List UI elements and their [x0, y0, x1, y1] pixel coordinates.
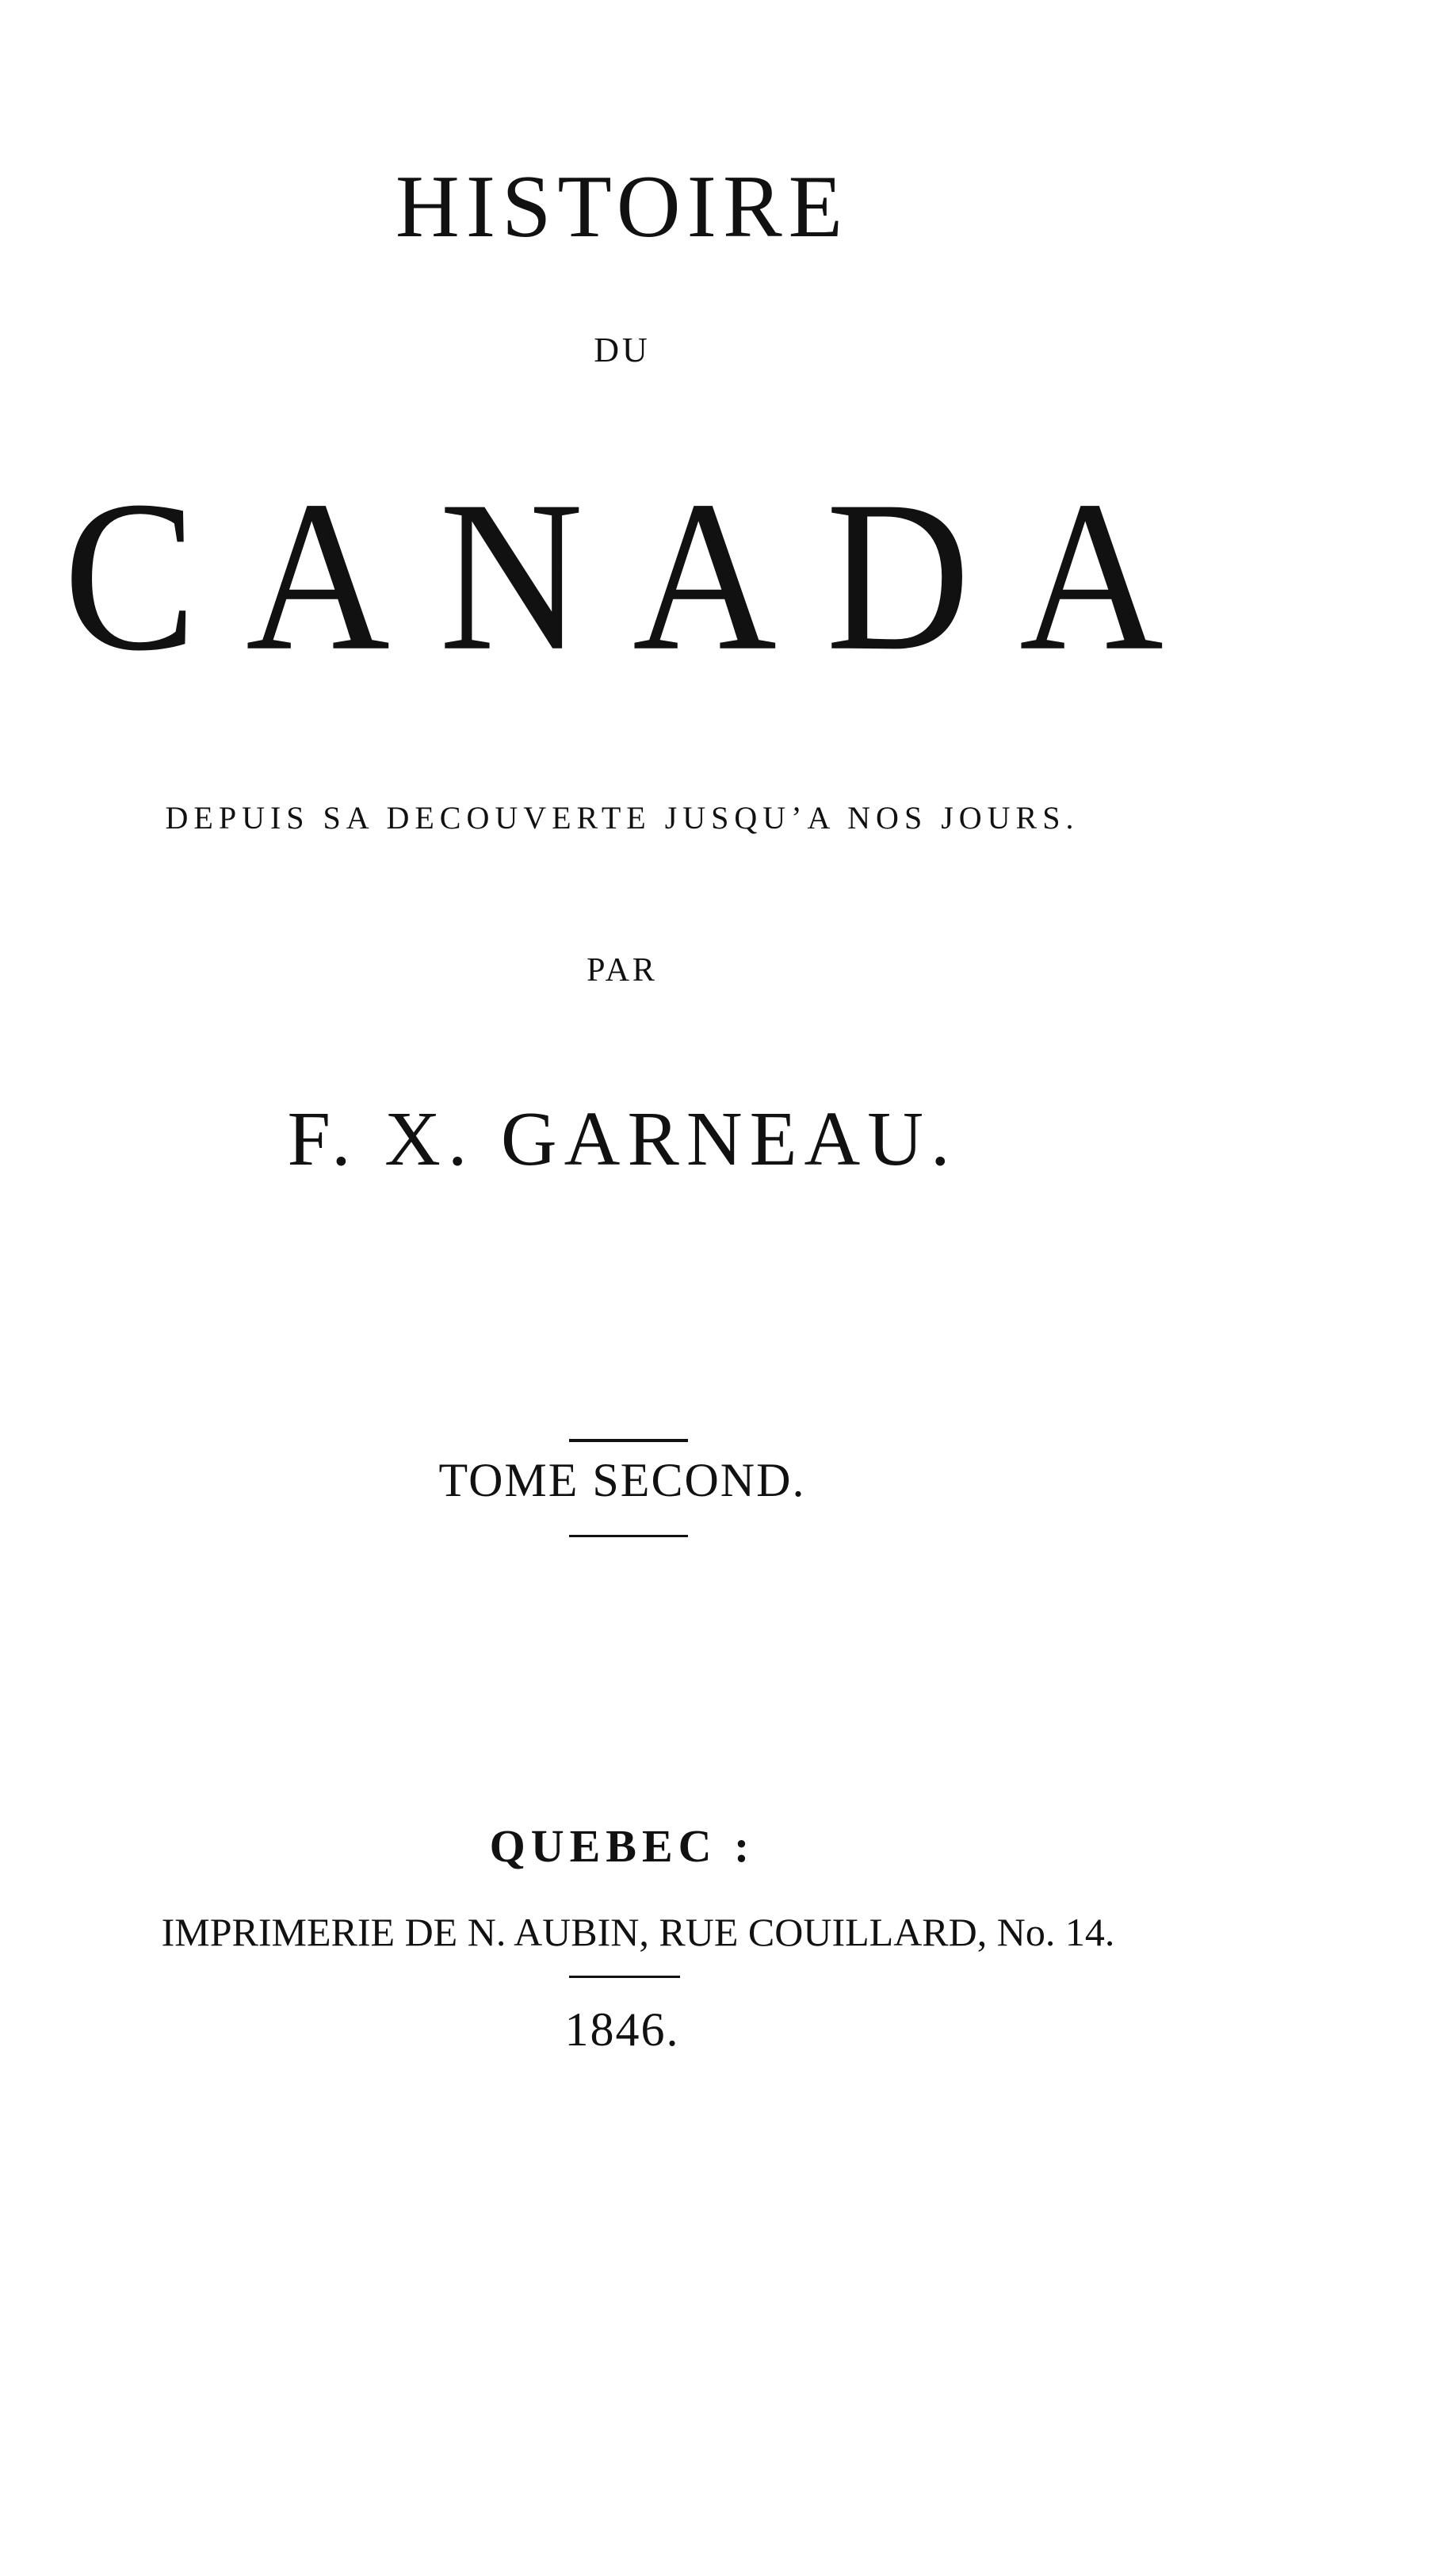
volume-rule-bottom — [569, 1535, 688, 1537]
subtitle: DEPUIS SA DECOUVERTE JUSQU’A NOS JOURS. — [165, 800, 1080, 836]
volume-rule-top — [569, 1439, 688, 1442]
imprint-printer: IMPRIMERIE DE N. AUBIN, RUE COUILLARD, No. 14. — [161, 1910, 1115, 1954]
imprint-city: QUEBEC : — [489, 1820, 755, 1872]
volume-label: TOME SECOND. — [438, 1454, 806, 1506]
title-canada: CANADA — [63, 455, 1213, 696]
author-name: F. X. GARNEAU. — [287, 1096, 957, 1182]
by-label: PAR — [587, 952, 658, 989]
imprint-year: 1846. — [564, 2003, 680, 2056]
imprint-rule — [569, 1976, 680, 1978]
title-du: DU — [594, 331, 651, 369]
title-histoire: HISTOIRE — [395, 158, 850, 256]
